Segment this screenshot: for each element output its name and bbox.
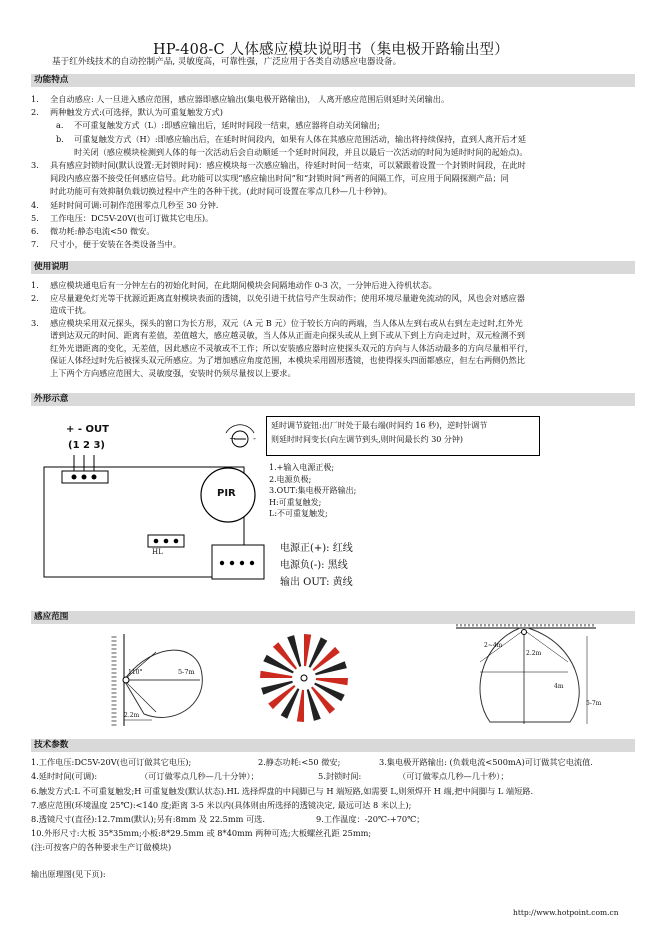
wire-color: 电源负(-): 黑线 bbox=[280, 560, 348, 571]
pin-desc: H:可重复触发; bbox=[269, 497, 322, 507]
pin-desc: 3.OUT:集电极开路输出; bbox=[269, 486, 357, 495]
feature-item-number: b. bbox=[56, 133, 64, 144]
usage-item-text: 保证人体经过时先后被探头双元所感应。为了增加感应角度范围，本模块采用圆形透镜，也使得探头四面都感应，但左右两侧仍然比 bbox=[50, 355, 525, 365]
usage-item-text: 谱到达双元的时间、距离有差值，差值越大，感应越灵敏，当人体从正面走向探头或从上到下或从下到上方向走过时，双元检测不到 bbox=[50, 330, 525, 340]
feature-item-text: 时关闭（感应模块检测到人体的每一次活动后会自动顺延一个延时时间段，并且以最后一次活动的时间为延时时间的起始点)。 bbox=[74, 146, 528, 157]
range-figure-top bbox=[258, 632, 350, 724]
feature-item-number: 6. bbox=[31, 226, 39, 236]
bottom-component bbox=[212, 545, 264, 579]
spec-trigger: 6.触发方式:L 不可重复触发;H 可重复触发(默认状态).HL 选择焊盘的中间脚已与 H 端短路,如需要 L,则须焊开 H 端,把中间脚与 L 端短路. bbox=[31, 786, 534, 796]
feature-item-text: 可重复触发方式（H）:即感应输出后，在延时时间段内，如果有人体在其感应范围活动，输出将持续保持，直到人离开后才延 bbox=[74, 133, 527, 144]
sensor-center bbox=[301, 675, 307, 681]
usage-item-number: 3. bbox=[31, 317, 39, 328]
spec-lock: 5.封锁时间: bbox=[318, 771, 362, 781]
range-figure-side bbox=[84, 630, 224, 730]
feature-item-number: 4. bbox=[31, 199, 39, 210]
usage-item-text: 上下两个方向感应范围大、灵敏度强，安装时仍须尽量按以上要求。 bbox=[50, 367, 296, 378]
spec-lens: 8.透镜尺寸(直径):12.7mm(默认);另有:8mm 及 22.5mm 可选. bbox=[31, 814, 265, 824]
feature-item-number: 3. bbox=[31, 160, 39, 170]
spec-note: (注:可按客户的各种要求生产订做模块) bbox=[31, 842, 172, 852]
detection-zone-segment bbox=[304, 634, 311, 666]
diagram-heading: 外形示意 bbox=[31, 393, 635, 406]
feature-item-number: 5. bbox=[31, 212, 39, 223]
feature-item-number: 2. bbox=[31, 107, 39, 118]
spec-range: 7.感应范围(环境温度 25℃):<140 度;距离 3-5 米以内(具体则由所选择的透镜决定, 最远可达 8 米以上); bbox=[31, 800, 412, 810]
pir-label: PIR bbox=[217, 488, 236, 499]
feature-item-text: 间段内感应器不接受任何感应信号。此功能可以实现“感应输出时间”和“封锁时间”两者的间隔工作，可应用于间隔探测产品；同 bbox=[50, 173, 509, 184]
feature-item-number: 7. bbox=[31, 239, 39, 250]
spec-delay: 4.延时时间(可调): bbox=[31, 771, 98, 781]
range-heading: 感应范围 bbox=[31, 611, 635, 624]
usage-item-text: 红外光谱距离的变化，无差值，因此感应不灵敏或不工作；所以安装感应器时应使探头双元的方向与人体活动最多的方向尽量相平行， bbox=[50, 342, 534, 353]
wire-color-list bbox=[280, 540, 353, 591]
page-title: HP-408-C 人体感应模块说明书（集电极开路输出型） bbox=[153, 42, 509, 58]
ceiling-distance-top: 2~4m bbox=[484, 642, 503, 649]
ceiling-height: 2.2m bbox=[526, 650, 542, 657]
footer-url[interactable]: http://www.hotpoint.com.cn bbox=[513, 908, 619, 917]
pin-desc: 2.电源负极; bbox=[269, 474, 312, 484]
feature-item-text: 时此功能可有效抑制负载切换过程中产生的各种干扰。(此时间可设置在零点几秒—几十秒钟)。 bbox=[50, 186, 393, 197]
feature-item-text: 全自动感应: 人一旦进入感应范围，感应器即感应输出(集电极开路输出)， 人离开感应范围后则延时关闭输出。 bbox=[50, 94, 450, 104]
specs-heading: 技术参数 bbox=[31, 739, 635, 752]
terminal-label: + - OUT bbox=[66, 424, 109, 435]
spec-voltage: 1.工作电压:DC5V-20V(也可订做其它电压); bbox=[31, 757, 192, 767]
intro-text: 基于红外线技术的自动控制产品, 灵敏度高，可靠性强，广泛应用于各类自动感应电器设备。 bbox=[52, 57, 402, 67]
feature-item-number: 1. bbox=[31, 94, 39, 104]
range-distance: 5-7m bbox=[178, 668, 195, 676]
pin-desc: 1.+输入电源正极; bbox=[269, 463, 335, 472]
detection-zone-segment bbox=[316, 678, 348, 685]
feature-item-text: 尺寸小，便于安装在各类设备当中。 bbox=[50, 239, 182, 250]
hl-pad-mid bbox=[164, 539, 169, 544]
spec-lock-range: （可订做零点几秒—几十秒）； bbox=[398, 771, 509, 781]
usage-item-text: 造成干扰。 bbox=[50, 305, 91, 315]
knob-plus: + bbox=[229, 434, 236, 443]
spec-delay-range: （可订做零点几秒—几十分钟）； bbox=[140, 771, 259, 781]
feature-item-text: 延时时间可调:可制作范围零点几秒至 30 分钟. bbox=[50, 199, 219, 210]
detection-zone-segment bbox=[297, 690, 304, 722]
detection-lobe bbox=[124, 650, 202, 717]
usage-heading: 使用说明 bbox=[31, 261, 635, 274]
terminal-pin-2 bbox=[82, 475, 87, 480]
spec-output: 3.集电极开路输出: (负载电流<500mA)可订做其它电流值. bbox=[379, 757, 593, 767]
hl-pad-l bbox=[174, 539, 179, 544]
ceiling-label: 4m bbox=[554, 683, 564, 690]
features-heading: 功能特点 bbox=[31, 74, 635, 87]
usage-item-text: 应尽量避免灯光等干扰源近距离直射模块表面的透镜，以免引进干扰信号产生误动作；使用环境尽量避免流动的风，风也会对感应器 bbox=[50, 292, 525, 303]
ceiling-side-distance: 5-7m bbox=[586, 700, 602, 707]
spec-temp: 9.工作温度：-20℃-+70℃； bbox=[316, 814, 425, 824]
range-height: 2.2m bbox=[124, 712, 140, 719]
wire-color: 输出 OUT: 黄线 bbox=[280, 577, 353, 588]
delay-note-box bbox=[266, 416, 540, 456]
usage-item-number: 1. bbox=[31, 280, 39, 290]
feature-item-text: 具有感应封锁时间(默认设置:无封锁时间)：感应模块每一次感应输出，待延时时间一结束，可以紧跟着设置一个封锁时间段，在此时 bbox=[50, 160, 526, 170]
hl-label: HL bbox=[152, 548, 163, 556]
range-figure-ceiling bbox=[450, 624, 600, 730]
usage-item-text: 感应模块通电后有一分钟左右的初始化时间，在此期间模块会间隔地动作 0-3 次，一分钟后进入待机状态。 bbox=[50, 280, 437, 290]
terminal-pin-1 bbox=[72, 475, 77, 480]
feature-item-number: a. bbox=[56, 120, 64, 131]
range-angle: 110° bbox=[128, 669, 143, 676]
delay-note-line1: 延时调节旋钮:出厂时处于最右端(时间约 16 秒)，逆时针调节 bbox=[271, 421, 488, 430]
feature-item-text: 不可重复触发方式（L）:即感应输出后，延时时间段一结束，感应器将自动关闭输出; bbox=[74, 120, 380, 131]
terminal-numbers: (1 2 3) bbox=[68, 440, 105, 451]
hl-pad-h bbox=[154, 539, 159, 544]
spec-power: 2.静态功耗:<50 微安; bbox=[258, 757, 341, 767]
pin-desc: L:不可重复触发; bbox=[269, 509, 328, 518]
feature-item-text: 工作电压：DC5V-20V(也可订做其它电压)。 bbox=[50, 212, 214, 223]
wire-color: 电源正(+): 红线 bbox=[280, 543, 353, 554]
feature-item-text: 微功耗:静态电流<50 微安。 bbox=[50, 226, 155, 236]
detection-zone-segment bbox=[260, 671, 292, 678]
pin-list bbox=[269, 462, 356, 520]
usage-item-text: 感应模块采用双元探头，探头的窗口为长方形，双元（A 元 B 元）位于较长方向的两端，当人体从左到右或从右到左走过时,红外光 bbox=[50, 317, 523, 328]
knob-minus: - bbox=[253, 434, 256, 443]
sensor-point bbox=[123, 677, 129, 683]
delay-note-line2: 则延时时间变长(向左调节到头,则时间最长约 30 分钟) bbox=[271, 435, 464, 444]
feature-item-text: 两种触发方式:(可选择，默认为可重复触发方式) bbox=[50, 107, 223, 118]
terminal-pin-3 bbox=[92, 475, 97, 480]
circuit-caption: 输出原理图(见下页): bbox=[31, 869, 106, 879]
spec-size: 10.外形尺寸:大板 35*35mm;小板:8*29.5mm 或 8*40mm 两种可选;大板螺丝孔距 25mm; bbox=[31, 828, 372, 838]
usage-item-number: 2. bbox=[31, 292, 39, 303]
